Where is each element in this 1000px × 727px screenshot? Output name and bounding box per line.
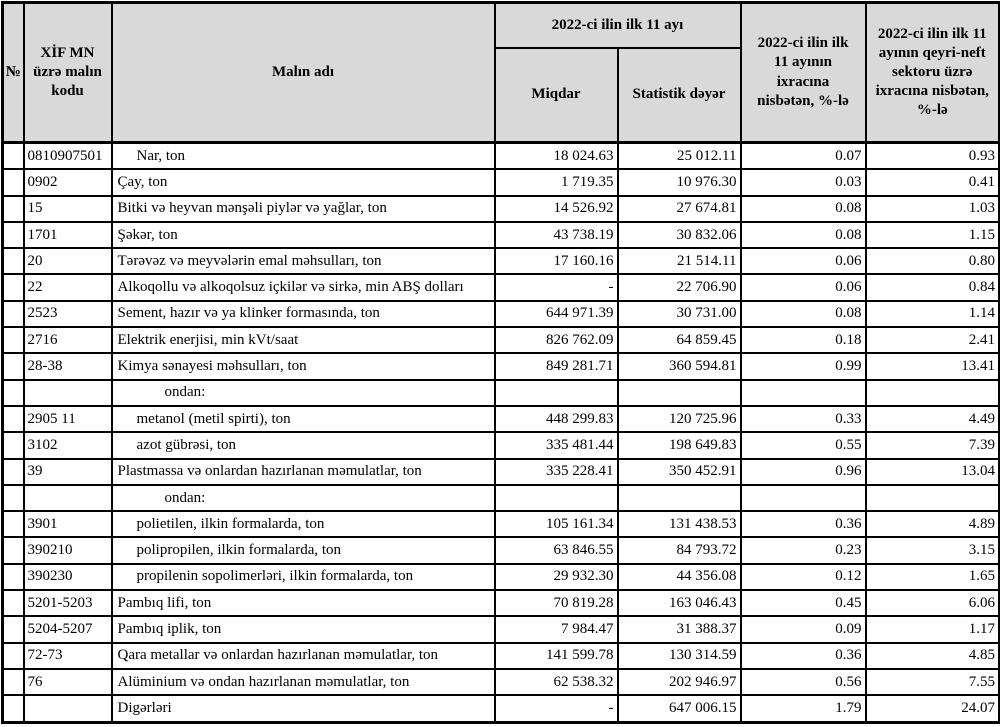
share-of-nonoil-export-cell: 4.49 bbox=[866, 406, 1000, 432]
share-of-nonoil-export-cell: 1.03 bbox=[866, 196, 1000, 222]
row-number-cell bbox=[3, 301, 24, 327]
share-of-export-cell: 0.06 bbox=[741, 248, 866, 274]
commodity-code-cell: 2716 bbox=[24, 327, 112, 353]
share-of-nonoil-export-cell: 3.15 bbox=[866, 537, 1000, 563]
commodity-name-cell: ondan: bbox=[112, 485, 495, 511]
commodity-name-cell: Kimya sənayesi məhsulları, ton bbox=[112, 353, 495, 379]
share-of-nonoil-export-cell: 0.41 bbox=[866, 169, 1000, 195]
commodity-code-cell: 390230 bbox=[24, 564, 112, 590]
quantity-cell: 644 971.39 bbox=[495, 301, 618, 327]
statistical-value-cell bbox=[618, 380, 741, 406]
header-commodity-code: XİF MN üzrə malın kodu bbox=[24, 3, 112, 143]
commodity-code-cell: 5204-5207 bbox=[24, 616, 112, 642]
statistical-value-cell: 360 594.81 bbox=[618, 353, 741, 379]
quantity-cell bbox=[495, 485, 618, 511]
quantity-cell: 70 819.28 bbox=[495, 590, 618, 616]
commodity-code-cell: 28-38 bbox=[24, 353, 112, 379]
row-number-cell bbox=[3, 695, 24, 722]
statistical-value-cell: 22 706.90 bbox=[618, 274, 741, 300]
share-of-nonoil-export-cell: 7.55 bbox=[866, 669, 1000, 695]
quantity-cell: 448 299.83 bbox=[495, 406, 618, 432]
quantity-cell: 826 762.09 bbox=[495, 327, 618, 353]
statistical-value-cell bbox=[618, 485, 741, 511]
table-row bbox=[3, 485, 1000, 511]
quantity-cell bbox=[495, 380, 618, 406]
quantity-cell: 18 024.63 bbox=[495, 143, 618, 170]
quantity-cell: 335 481.44 bbox=[495, 432, 618, 458]
quantity-cell: 849 281.71 bbox=[495, 353, 618, 379]
share-of-export-cell bbox=[741, 485, 866, 511]
quantity-cell: 105 161.34 bbox=[495, 511, 618, 537]
share-of-nonoil-export-cell: 0.84 bbox=[866, 274, 1000, 300]
share-of-export-cell: 0.33 bbox=[741, 406, 866, 432]
table-row bbox=[3, 590, 1000, 616]
statistical-value-cell: 163 046.43 bbox=[618, 590, 741, 616]
statistical-value-cell: 198 649.83 bbox=[618, 432, 741, 458]
statistical-value-cell: 130 314.59 bbox=[618, 643, 741, 669]
commodity-code-cell: 0902 bbox=[24, 169, 112, 195]
row-number-cell bbox=[3, 537, 24, 563]
share-of-export-cell: 0.09 bbox=[741, 616, 866, 642]
share-of-export-cell: 0.36 bbox=[741, 511, 866, 537]
commodity-code-cell: 2523 bbox=[24, 301, 112, 327]
share-of-export-cell: 0.18 bbox=[741, 327, 866, 353]
commodity-name-cell: Bitki və heyvan mənşəli piylər və yağlar, ton bbox=[112, 196, 495, 222]
statistical-value-cell: 350 452.91 bbox=[618, 459, 741, 485]
commodity-code-cell: 0810907501 bbox=[24, 143, 112, 170]
quantity-cell: 17 160.16 bbox=[495, 248, 618, 274]
table-row bbox=[3, 274, 1000, 300]
header-statistical-value: Statistik dəyər bbox=[618, 48, 741, 143]
commodity-name-cell: Pambıq lifi, ton bbox=[112, 590, 495, 616]
quantity-cell: 63 846.55 bbox=[495, 537, 618, 563]
commodity-name-cell: Digərləri bbox=[112, 695, 495, 722]
commodity-name-cell: polietilen, ilkin formalarda, ton bbox=[112, 511, 495, 537]
commodity-code-cell: 22 bbox=[24, 274, 112, 300]
table-row bbox=[3, 248, 1000, 274]
statistical-value-cell: 647 006.15 bbox=[618, 695, 741, 722]
row-number-cell bbox=[3, 380, 24, 406]
table-row bbox=[3, 222, 1000, 248]
row-number-cell bbox=[3, 248, 24, 274]
commodity-name-cell: polipropilen, ilkin formalarda, ton bbox=[112, 537, 495, 563]
table-row bbox=[3, 511, 1000, 537]
statistical-value-cell: 84 793.72 bbox=[618, 537, 741, 563]
header-number: № bbox=[3, 3, 24, 143]
share-of-nonoil-export-cell: 4.89 bbox=[866, 511, 1000, 537]
statistical-value-cell: 21 514.11 bbox=[618, 248, 741, 274]
quantity-cell: 1 719.35 bbox=[495, 169, 618, 195]
share-of-export-cell: 1.79 bbox=[741, 695, 866, 722]
commodity-code-cell: 3901 bbox=[24, 511, 112, 537]
commodity-name-cell: ondan: bbox=[112, 380, 495, 406]
share-of-export-cell: 0.99 bbox=[741, 353, 866, 379]
commodity-code-cell: 39 bbox=[24, 459, 112, 485]
share-of-nonoil-export-cell: 0.93 bbox=[866, 143, 1000, 170]
table-row bbox=[3, 196, 1000, 222]
row-number-cell bbox=[3, 432, 24, 458]
share-of-nonoil-export-cell: 1.15 bbox=[866, 222, 1000, 248]
commodity-code-cell: 72-73 bbox=[24, 643, 112, 669]
row-number-cell bbox=[3, 485, 24, 511]
commodity-name-cell: azot gübrəsi, ton bbox=[112, 432, 495, 458]
commodity-name-cell: metanol (metil spirti), ton bbox=[112, 406, 495, 432]
row-number-cell bbox=[3, 353, 24, 379]
row-number-cell bbox=[3, 616, 24, 642]
row-number-cell bbox=[3, 564, 24, 590]
table-row bbox=[3, 301, 1000, 327]
commodity-code-cell bbox=[24, 485, 112, 511]
commodity-code-cell: 2905 11 bbox=[24, 406, 112, 432]
table-row bbox=[3, 537, 1000, 563]
quantity-cell: 43 738.19 bbox=[495, 222, 618, 248]
table-row bbox=[3, 564, 1000, 590]
commodity-code-cell: 20 bbox=[24, 248, 112, 274]
quantity-cell: - bbox=[495, 695, 618, 722]
commodity-code-cell: 390210 bbox=[24, 537, 112, 563]
commodity-name-cell: Çay, ton bbox=[112, 169, 495, 195]
header-row-top bbox=[3, 3, 1000, 48]
table-row bbox=[3, 643, 1000, 669]
share-of-nonoil-export-cell bbox=[866, 380, 1000, 406]
commodity-name-cell: Qara metallar və onlardan hazırlanan məmulatlar, ton bbox=[112, 643, 495, 669]
commodity-code-cell: 5201-5203 bbox=[24, 590, 112, 616]
row-number-cell bbox=[3, 511, 24, 537]
share-of-export-cell: 0.08 bbox=[741, 301, 866, 327]
row-number-cell bbox=[3, 459, 24, 485]
quantity-cell: 335 228.41 bbox=[495, 459, 618, 485]
quantity-cell: 7 984.47 bbox=[495, 616, 618, 642]
header-period-group: 2022-ci ilin ilk 11 ayı bbox=[495, 3, 741, 48]
header-share-of-export: 2022-ci ilin ilk 11 ayının ixracına nisbətən, %-lə bbox=[741, 3, 866, 143]
commodity-code-cell: 1701 bbox=[24, 222, 112, 248]
share-of-nonoil-export-cell: 7.39 bbox=[866, 432, 1000, 458]
table-row bbox=[3, 327, 1000, 353]
table-row bbox=[3, 143, 1000, 170]
share-of-nonoil-export-cell: 6.06 bbox=[866, 590, 1000, 616]
quantity-cell: - bbox=[495, 274, 618, 300]
table-body bbox=[3, 143, 1000, 723]
quantity-cell: 14 526.92 bbox=[495, 196, 618, 222]
table-row bbox=[3, 380, 1000, 406]
row-number-cell bbox=[3, 590, 24, 616]
share-of-nonoil-export-cell: 4.85 bbox=[866, 643, 1000, 669]
table-header bbox=[3, 3, 1000, 143]
commodity-name-cell: propilenin sopolimerləri, ilkin formalarda, ton bbox=[112, 564, 495, 590]
share-of-export-cell: 0.08 bbox=[741, 196, 866, 222]
commodity-name-cell: Pambıq iplik, ton bbox=[112, 616, 495, 642]
table-row bbox=[3, 169, 1000, 195]
share-of-export-cell: 0.45 bbox=[741, 590, 866, 616]
share-of-export-cell: 0.03 bbox=[741, 169, 866, 195]
row-number-cell bbox=[3, 643, 24, 669]
row-number-cell bbox=[3, 327, 24, 353]
statistical-value-cell: 64 859.45 bbox=[618, 327, 741, 353]
share-of-export-cell: 0.55 bbox=[741, 432, 866, 458]
commodity-name-cell: Alüminium və ondan hazırlanan məmulatlar, ton bbox=[112, 669, 495, 695]
share-of-export-cell: 0.12 bbox=[741, 564, 866, 590]
share-of-nonoil-export-cell: 0.80 bbox=[866, 248, 1000, 274]
table-row bbox=[3, 669, 1000, 695]
commodity-code-cell: 15 bbox=[24, 196, 112, 222]
statistical-value-cell: 25 012.11 bbox=[618, 143, 741, 170]
statistical-value-cell: 131 438.53 bbox=[618, 511, 741, 537]
share-of-export-cell bbox=[741, 380, 866, 406]
commodity-name-cell: Sement, hazır və ya klinker formasında, ton bbox=[112, 301, 495, 327]
share-of-nonoil-export-cell: 13.41 bbox=[866, 353, 1000, 379]
share-of-nonoil-export-cell: 1.65 bbox=[866, 564, 1000, 590]
table-row bbox=[3, 406, 1000, 432]
share-of-nonoil-export-cell: 2.41 bbox=[866, 327, 1000, 353]
statistical-value-cell: 27 674.81 bbox=[618, 196, 741, 222]
share-of-nonoil-export-cell: 1.14 bbox=[866, 301, 1000, 327]
commodity-name-cell: Şəkər, ton bbox=[112, 222, 495, 248]
quantity-cell: 141 599.78 bbox=[495, 643, 618, 669]
share-of-nonoil-export-cell: 24.07 bbox=[866, 695, 1000, 722]
header-commodity-name: Malın adı bbox=[112, 3, 495, 143]
commodity-code-cell bbox=[24, 380, 112, 406]
share-of-export-cell: 0.36 bbox=[741, 643, 866, 669]
row-number-cell bbox=[3, 169, 24, 195]
commodity-name-cell: Elektrik enerjisi, min kVt/saat bbox=[112, 327, 495, 353]
share-of-export-cell: 0.07 bbox=[741, 143, 866, 170]
table-row bbox=[3, 353, 1000, 379]
statistical-value-cell: 44 356.08 bbox=[618, 564, 741, 590]
commodity-code-cell bbox=[24, 695, 112, 722]
row-number-cell bbox=[3, 143, 24, 170]
quantity-cell: 29 932.30 bbox=[495, 564, 618, 590]
commodity-code-cell: 76 bbox=[24, 669, 112, 695]
header-share-of-nonoil-export: 2022-ci ilin ilk 11 ayının qeyri-neft sektoru üzrə ixracına nisbətən, %-lə bbox=[866, 3, 1000, 143]
statistical-value-cell: 30 731.00 bbox=[618, 301, 741, 327]
share-of-export-cell: 0.08 bbox=[741, 222, 866, 248]
commodity-name-cell: Nar, ton bbox=[112, 143, 495, 170]
export-statistics-table bbox=[1, 1, 1000, 724]
row-number-cell bbox=[3, 669, 24, 695]
share-of-export-cell: 0.23 bbox=[741, 537, 866, 563]
table-row bbox=[3, 432, 1000, 458]
table-row bbox=[3, 695, 1000, 722]
statistical-value-cell: 30 832.06 bbox=[618, 222, 741, 248]
row-number-cell bbox=[3, 406, 24, 432]
statistical-value-cell: 120 725.96 bbox=[618, 406, 741, 432]
share-of-export-cell: 0.56 bbox=[741, 669, 866, 695]
share-of-nonoil-export-cell bbox=[866, 485, 1000, 511]
header-quantity: Miqdar bbox=[495, 48, 618, 143]
quantity-cell: 62 538.32 bbox=[495, 669, 618, 695]
statistical-value-cell: 31 388.37 bbox=[618, 616, 741, 642]
share-of-nonoil-export-cell: 13.04 bbox=[866, 459, 1000, 485]
share-of-export-cell: 0.96 bbox=[741, 459, 866, 485]
statistical-value-cell: 10 976.30 bbox=[618, 169, 741, 195]
row-number-cell bbox=[3, 274, 24, 300]
row-number-cell bbox=[3, 196, 24, 222]
table-row bbox=[3, 459, 1000, 485]
share-of-nonoil-export-cell: 1.17 bbox=[866, 616, 1000, 642]
commodity-name-cell: Tərəvəz və meyvələrin emal məhsulları, ton bbox=[112, 248, 495, 274]
commodity-name-cell: Alkoqollu və alkoqolsuz içkilər və sirkə, min ABŞ dolları bbox=[112, 274, 495, 300]
share-of-export-cell: 0.06 bbox=[741, 274, 866, 300]
table-row bbox=[3, 616, 1000, 642]
row-number-cell bbox=[3, 222, 24, 248]
statistical-value-cell: 202 946.97 bbox=[618, 669, 741, 695]
commodity-name-cell: Plastmassa və onlardan hazırlanan məmulatlar, ton bbox=[112, 459, 495, 485]
commodity-code-cell: 3102 bbox=[24, 432, 112, 458]
